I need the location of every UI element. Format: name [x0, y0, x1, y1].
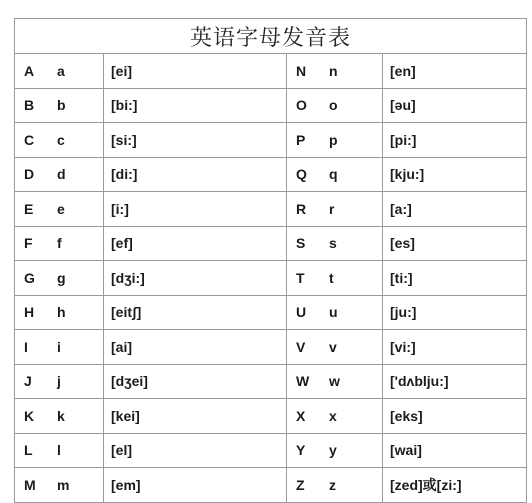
- uppercase-letter: R: [296, 200, 307, 217]
- pronunciation-cell: [eks]: [383, 399, 527, 434]
- lowercase-letter: o: [329, 97, 338, 114]
- letter-pair-cell: [15, 54, 104, 89]
- lowercase-letter: m: [57, 476, 70, 493]
- table-row: [15, 295, 527, 330]
- letter-pair-cell: [287, 364, 383, 399]
- letter-pair-cell: [15, 433, 104, 468]
- letter-pair-cell: [15, 88, 104, 123]
- uppercase-letter: P: [296, 131, 306, 148]
- pronunciation-cell: [ef]: [104, 226, 287, 261]
- pronunciation-cell: [zed]或[zi:]: [383, 468, 527, 503]
- table-row: [15, 261, 527, 296]
- uppercase-letter: S: [296, 235, 306, 252]
- uppercase-letter: J: [24, 373, 32, 390]
- letter-pair-cell: [15, 364, 104, 399]
- pronunciation-cell: [el]: [104, 433, 287, 468]
- pronunciation-cell: [ei]: [104, 54, 287, 89]
- letter-pair-cell: [287, 261, 383, 296]
- lowercase-letter: w: [329, 373, 340, 390]
- letter-pair-cell: [287, 468, 383, 503]
- uppercase-letter: L: [24, 442, 33, 459]
- pronunciation-cell: [si:]: [104, 123, 287, 158]
- table-row: [15, 123, 527, 158]
- lowercase-letter: g: [57, 269, 66, 286]
- uppercase-letter: Z: [296, 476, 305, 493]
- lowercase-letter: i: [57, 338, 61, 355]
- table-row: [15, 226, 527, 261]
- lowercase-letter: t: [329, 269, 334, 286]
- uppercase-letter: B: [24, 97, 35, 114]
- table-row: [15, 330, 527, 365]
- pronunciation-cell: ['dʌblju:]: [383, 364, 527, 399]
- lowercase-letter: y: [329, 442, 337, 459]
- uppercase-letter: Q: [296, 166, 307, 183]
- lowercase-letter: l: [57, 442, 61, 459]
- uppercase-letter: K: [24, 407, 35, 424]
- lowercase-letter: s: [329, 235, 337, 252]
- uppercase-letter: I: [24, 338, 28, 355]
- lowercase-letter: b: [57, 97, 66, 114]
- uppercase-letter: E: [24, 200, 34, 217]
- uppercase-letter: X: [296, 407, 306, 424]
- uppercase-letter: T: [296, 269, 305, 286]
- uppercase-letter: Y: [296, 442, 306, 459]
- lowercase-letter: v: [329, 338, 337, 355]
- alphabet-sheet: [14, 18, 526, 493]
- uppercase-letter: H: [24, 304, 35, 321]
- letter-pair-cell: [287, 157, 383, 192]
- letter-pair-cell: [287, 192, 383, 227]
- pronunciation-cell: [eitʃ]: [104, 295, 287, 330]
- pronunciation-cell: [ju:]: [383, 295, 527, 330]
- pronunciation-cell: [əu]: [383, 88, 527, 123]
- letter-pair-cell: [287, 123, 383, 158]
- letter-pair-cell: [287, 54, 383, 89]
- letter-pair-cell: [15, 261, 104, 296]
- letter-pair-cell: [15, 123, 104, 158]
- uppercase-letter: G: [24, 269, 35, 286]
- pronunciation-cell: [em]: [104, 468, 287, 503]
- uppercase-letter: O: [296, 97, 307, 114]
- pronunciation-cell: [pi:]: [383, 123, 527, 158]
- uppercase-letter: V: [296, 338, 306, 355]
- uppercase-letter: F: [24, 235, 33, 252]
- uppercase-letter: N: [296, 62, 307, 79]
- letter-pair-cell: [287, 399, 383, 434]
- letter-pair-cell: [15, 157, 104, 192]
- pronunciation-cell: [en]: [383, 54, 527, 89]
- letter-pair-cell: [15, 399, 104, 434]
- uppercase-letter: W: [296, 373, 310, 390]
- lowercase-letter: d: [57, 166, 66, 183]
- pronunciation-cell: [wai]: [383, 433, 527, 468]
- pronunciation-cell: [i:]: [104, 192, 287, 227]
- lowercase-letter: r: [329, 200, 335, 217]
- lowercase-letter: f: [57, 235, 62, 252]
- letter-pair-cell: [15, 226, 104, 261]
- table-row: [15, 157, 527, 192]
- lowercase-letter: k: [57, 407, 65, 424]
- pronunciation-cell: [a:]: [383, 192, 527, 227]
- uppercase-letter: C: [24, 131, 35, 148]
- letter-pair-cell: [287, 226, 383, 261]
- table-row: [15, 364, 527, 399]
- lowercase-letter: x: [329, 407, 337, 424]
- lowercase-letter: c: [57, 131, 65, 148]
- pronunciation-cell: [ai]: [104, 330, 287, 365]
- pronunciation-cell: [kei]: [104, 399, 287, 434]
- pronunciation-cell: [bi:]: [104, 88, 287, 123]
- lowercase-letter: n: [329, 62, 338, 79]
- uppercase-letter: U: [296, 304, 307, 321]
- table-row: [15, 54, 527, 89]
- pronunciation-cell: [kju:]: [383, 157, 527, 192]
- pronunciation-cell: [ti:]: [383, 261, 527, 296]
- pronunciation-cell: [es]: [383, 226, 527, 261]
- lowercase-letter: p: [329, 131, 338, 148]
- pronunciation-cell: [vi:]: [383, 330, 527, 365]
- letter-pair-cell: [287, 295, 383, 330]
- lowercase-letter: u: [329, 304, 338, 321]
- lowercase-letter: j: [57, 373, 61, 390]
- pronunciation-cell: [dʒei]: [104, 364, 287, 399]
- letter-pair-cell: [287, 330, 383, 365]
- pronunciation-cell: [di:]: [104, 157, 287, 192]
- table-row: [15, 468, 527, 503]
- letter-pair-cell: [287, 88, 383, 123]
- lowercase-letter: e: [57, 200, 65, 217]
- lowercase-letter: h: [57, 304, 66, 321]
- letter-pair-cell: [15, 330, 104, 365]
- alphabet-pronunciation-table: [14, 18, 527, 503]
- letter-pair-cell: [15, 192, 104, 227]
- letter-pair-cell: [15, 295, 104, 330]
- table-body: [15, 54, 527, 503]
- table-row: [15, 433, 527, 468]
- uppercase-letter: D: [24, 166, 35, 183]
- uppercase-letter: A: [24, 62, 35, 79]
- table-row: [15, 192, 527, 227]
- letter-pair-cell: [287, 433, 383, 468]
- table-row: [15, 88, 527, 123]
- pronunciation-cell: [dʒi:]: [104, 261, 287, 296]
- letter-pair-cell: [15, 468, 104, 503]
- lowercase-letter: z: [329, 476, 336, 493]
- table-title: 英语字母发音表: [15, 19, 527, 54]
- table-row: [15, 399, 527, 434]
- uppercase-letter: M: [24, 476, 36, 493]
- lowercase-letter: a: [57, 62, 65, 79]
- lowercase-letter: q: [329, 166, 338, 183]
